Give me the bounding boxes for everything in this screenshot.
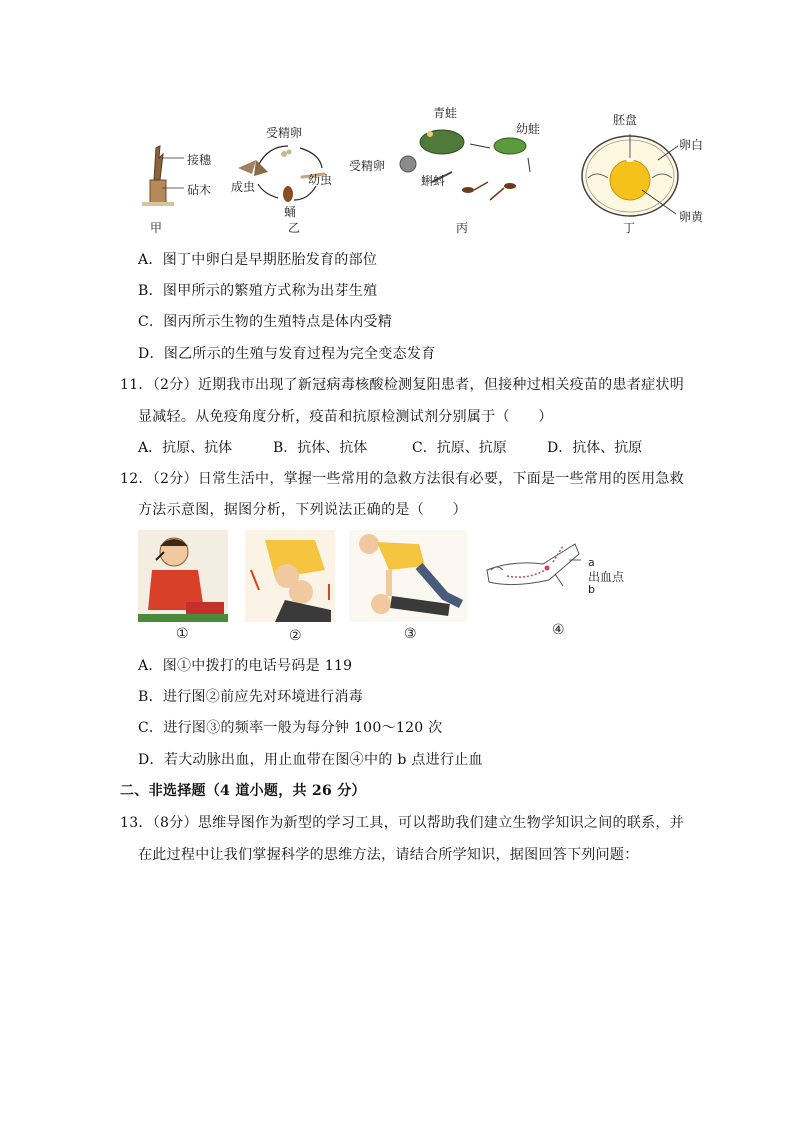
fig4-label-a: a — [588, 556, 595, 569]
label-adult: 成虫 — [231, 180, 256, 194]
caption-ding: 丁 — [623, 221, 636, 235]
label-tadpole: 蝌蚪 — [421, 174, 446, 188]
q12-option-d: D．若大动脉出血，用止血带在图④中的 b 点进行止血 — [138, 752, 483, 768]
q11-option-d: D．抗体、抗原 — [547, 440, 643, 456]
q10-option-b: B．图甲所示的繁殖方式称为出芽生殖 — [138, 283, 378, 299]
q11-stem-line2: 显减轻。从免疫角度分析，疫苗和抗原检测试剂分别属于（ ） — [138, 409, 553, 425]
q12-option-c: C．进行图③的频率一般为每分钟 100～120 次 — [138, 720, 443, 736]
section-heading-nonchoice: 二、非选择题（4 道小题，共 26 分） — [120, 783, 366, 799]
q12-option-a: A．图①中拨打的电话号码是 119 — [138, 658, 353, 674]
q12-stem-line1: 12．（2分）日常生活中，掌握一些常用的急救方法很有必要，下面是一些常用的医用急救 — [120, 471, 685, 487]
label-froglet: 幼蛙 — [516, 122, 541, 136]
caption-jia: 甲 — [150, 221, 163, 235]
figure-label-3: ③ — [404, 626, 417, 642]
fig4-label-b: b — [588, 583, 595, 596]
label-albumen: 卵白 — [679, 138, 704, 152]
q10-option-c: C．图丙所示生物的生殖特点是体内受精 — [138, 314, 393, 330]
tourniquet-arm-illustration — [483, 540, 593, 610]
caption-bing: 丙 — [456, 221, 469, 235]
figure-label-2: ② — [289, 628, 302, 644]
label-larva: 幼虫 — [308, 173, 333, 187]
figure-label-1: ① — [176, 626, 189, 642]
phone-call-illustration — [138, 530, 228, 622]
figure-label-4: ④ — [552, 622, 565, 638]
q10-option-d: D．图乙所示的生殖与发育过程为完全变态发育 — [138, 346, 436, 362]
q13-stem-line1: 13．（8分）思维导图作为新型的学习工具，可以帮助我们建立生物学知识之间的联系，并 — [120, 815, 685, 831]
q11-option-c: C．抗原、抗原 — [412, 440, 507, 456]
q11-option-b: B．抗体、抗体 — [273, 440, 368, 456]
label-blastodisc: 胚盘 — [613, 113, 638, 127]
label-frog: 青蛙 — [433, 106, 458, 120]
label-yolk: 卵黄 — [679, 210, 704, 224]
grafting-pointer-lines — [160, 150, 190, 190]
label-fertilized-egg-moth: 受精卵 — [266, 126, 303, 140]
rescue-breathing-illustration — [245, 530, 335, 622]
label-fertilized-egg-frog: 受精卵 — [349, 159, 386, 173]
fig4-label-bleed-point: 出血点 — [588, 570, 625, 584]
label-scion: 接穗 — [187, 153, 212, 167]
q10-option-a: A．图丁中卵白是早期胚胎发育的部位 — [138, 252, 378, 268]
q11-option-a: A．抗原、抗体 — [138, 440, 233, 456]
q12-stem-line2: 方法示意图，据图分析，下列说法正确的是（ ） — [138, 502, 467, 518]
q12-option-b: B．进行图②前应先对环境进行消毒 — [138, 689, 364, 705]
q13-stem-line2: 在此过程中让我们掌握科学的思维方法，请结合所学知识，据图回答下列问题： — [138, 847, 639, 863]
label-stock: 砧木 — [187, 183, 212, 197]
chest-compression-illustration — [349, 530, 467, 622]
q11-stem-line1: 11．（2分）近期我市出现了新冠病毒核酸检测复阳患者，但接种过相关疫苗的患者症状明 — [120, 377, 685, 393]
label-pupa: 蛹 — [284, 205, 297, 219]
caption-yi: 乙 — [288, 221, 301, 235]
